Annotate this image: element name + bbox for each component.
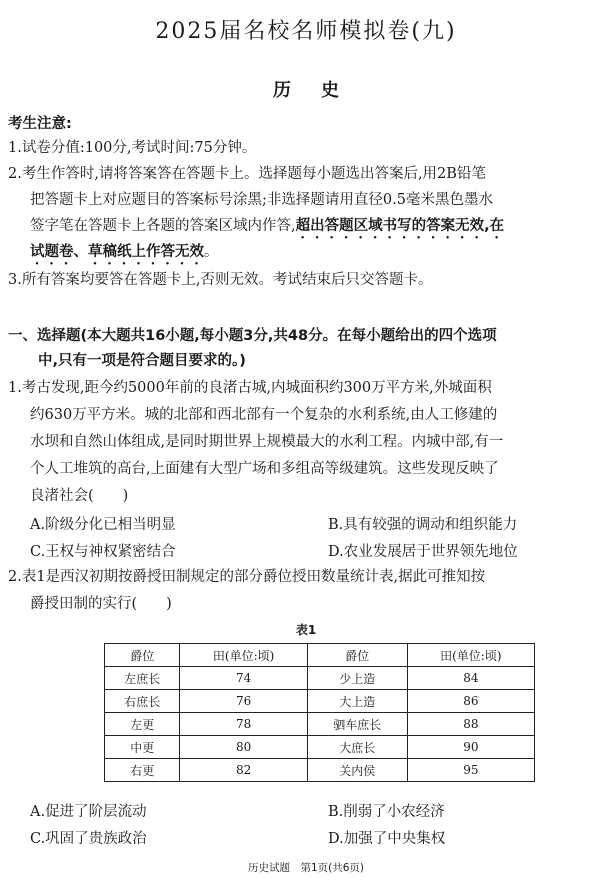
q2-line-1: 2.表1是西汉初期按爵授田制规定的部分爵位授田数量统计表,据此可推知按 xyxy=(8,569,486,585)
table-row xyxy=(105,736,535,759)
q1-line-2: 约630万平方米。城的北部和西北部有一个复杂的水利系统,由人工修建的 xyxy=(30,407,498,423)
table-cell: 90 xyxy=(407,736,534,759)
table-row xyxy=(105,713,535,736)
notice-line-3: 把答题卡上对应题目的答案标号涂黑;非选择题请用直径0.5毫米黑色墨水 xyxy=(30,192,493,208)
table-cell: 95 xyxy=(407,759,534,782)
table-header-cell: 田(单位:顷) xyxy=(180,644,307,667)
q1-line-5: 良渚社会( ) xyxy=(30,488,129,504)
section-heading-line-1: 一、选择题(本大题共16小题,每小题3分,共48分。在每小题给出的四个选项 xyxy=(8,328,497,344)
q1-line-4: 个人工堆筑的高台,上面建有大型广场和多组高等级建筑。这些发现反映了 xyxy=(30,461,499,477)
table-cell: 78 xyxy=(180,713,307,736)
table-cell: 关内侯 xyxy=(307,759,407,782)
table-cell: 84 xyxy=(407,667,534,690)
table-header-cell: 爵位 xyxy=(307,644,407,667)
q2-option-d: D.加强了中央集权 xyxy=(328,831,446,847)
table-cell: 80 xyxy=(180,736,307,759)
q1-option-d: D.农业发展居于世界领先地位 xyxy=(328,544,518,560)
table-cell: 76 xyxy=(180,690,307,713)
q1-option-c: C.王权与神权紧密结合 xyxy=(30,544,176,560)
section-heading-line-2: 中,只有一项是符合题目要求的。) xyxy=(38,353,246,369)
q2-option-a: A.促进了阶层流动 xyxy=(30,804,147,820)
q1-option-b: B.具有较强的调动和组织能力 xyxy=(328,517,518,533)
notice-line-4 xyxy=(30,216,504,242)
table-caption: 表1 xyxy=(295,623,317,637)
q1-line-3: 水坝和自然山体组成,是同时期世界上规模最大的水利工程。内城中部,有一 xyxy=(30,434,504,450)
table-cell: 右更 xyxy=(105,759,180,782)
table-cell: 驷车庶长 xyxy=(307,713,407,736)
table-header-cell: 爵位 xyxy=(105,644,180,667)
table-row xyxy=(105,759,535,782)
notice-heading: 考生注意: xyxy=(8,116,72,132)
table-cell: 左庶长 xyxy=(105,667,180,690)
q2-line-2: 爵授田制的实行( ) xyxy=(30,596,172,612)
table-header-cell: 田(单位:顷) xyxy=(407,644,534,667)
table-cell: 82 xyxy=(180,759,307,782)
table-cell: 86 xyxy=(407,690,534,713)
exam-title: 2025届名校名师模拟卷(九) xyxy=(155,19,457,44)
notice-line-4-text: 签字笔在答题卡上各题的答案区域内作答, xyxy=(30,218,296,234)
table-cell: 大庶长 xyxy=(307,736,407,759)
table-row xyxy=(105,667,535,690)
q2-option-b: B.削弱了小农经济 xyxy=(328,804,445,820)
notice-line-1: 1.试卷分值:100分,考试时间:75分钟。 xyxy=(8,140,257,156)
table-cell: 右庶长 xyxy=(105,690,180,713)
notice-emphasis-2: 试题卷、草稿纸上作答无效 xyxy=(30,244,204,260)
table-cell: 中更 xyxy=(105,736,180,759)
notice-line-5-end: 。 xyxy=(204,244,219,260)
q1-line-1: 1.考古发现,距今约5000年前的良渚古城,内城面积约300万平方米,外城面积 xyxy=(8,380,492,396)
rank-land-table xyxy=(104,643,535,782)
q1-option-a: A.阶级分化已相当明显 xyxy=(30,517,176,533)
table-row xyxy=(105,690,535,713)
notice-line-5 xyxy=(30,242,219,268)
table-cell: 大上造 xyxy=(307,690,407,713)
subject-title: 历史 xyxy=(273,80,369,101)
table-cell: 少上造 xyxy=(307,667,407,690)
notice-emphasis-1: 超出答题区域书写的答案无效,在 xyxy=(295,218,505,234)
table-cell: 左更 xyxy=(105,713,180,736)
page-footer: 历史试题 第1页(共6页) xyxy=(247,862,365,874)
notice-line-2: 2.考生作答时,请将答案答在答题卡上。选择题每小题选出答案后,用2B铅笔 xyxy=(8,166,486,182)
table-cell: 74 xyxy=(180,667,307,690)
table-cell: 88 xyxy=(407,713,534,736)
q2-option-c: C.巩固了贵族政治 xyxy=(30,831,147,847)
table-header-row xyxy=(105,644,535,667)
notice-line-6: 3.所有答案均要答在答题卡上,否则无效。考试结束后只交答题卡。 xyxy=(8,272,433,288)
